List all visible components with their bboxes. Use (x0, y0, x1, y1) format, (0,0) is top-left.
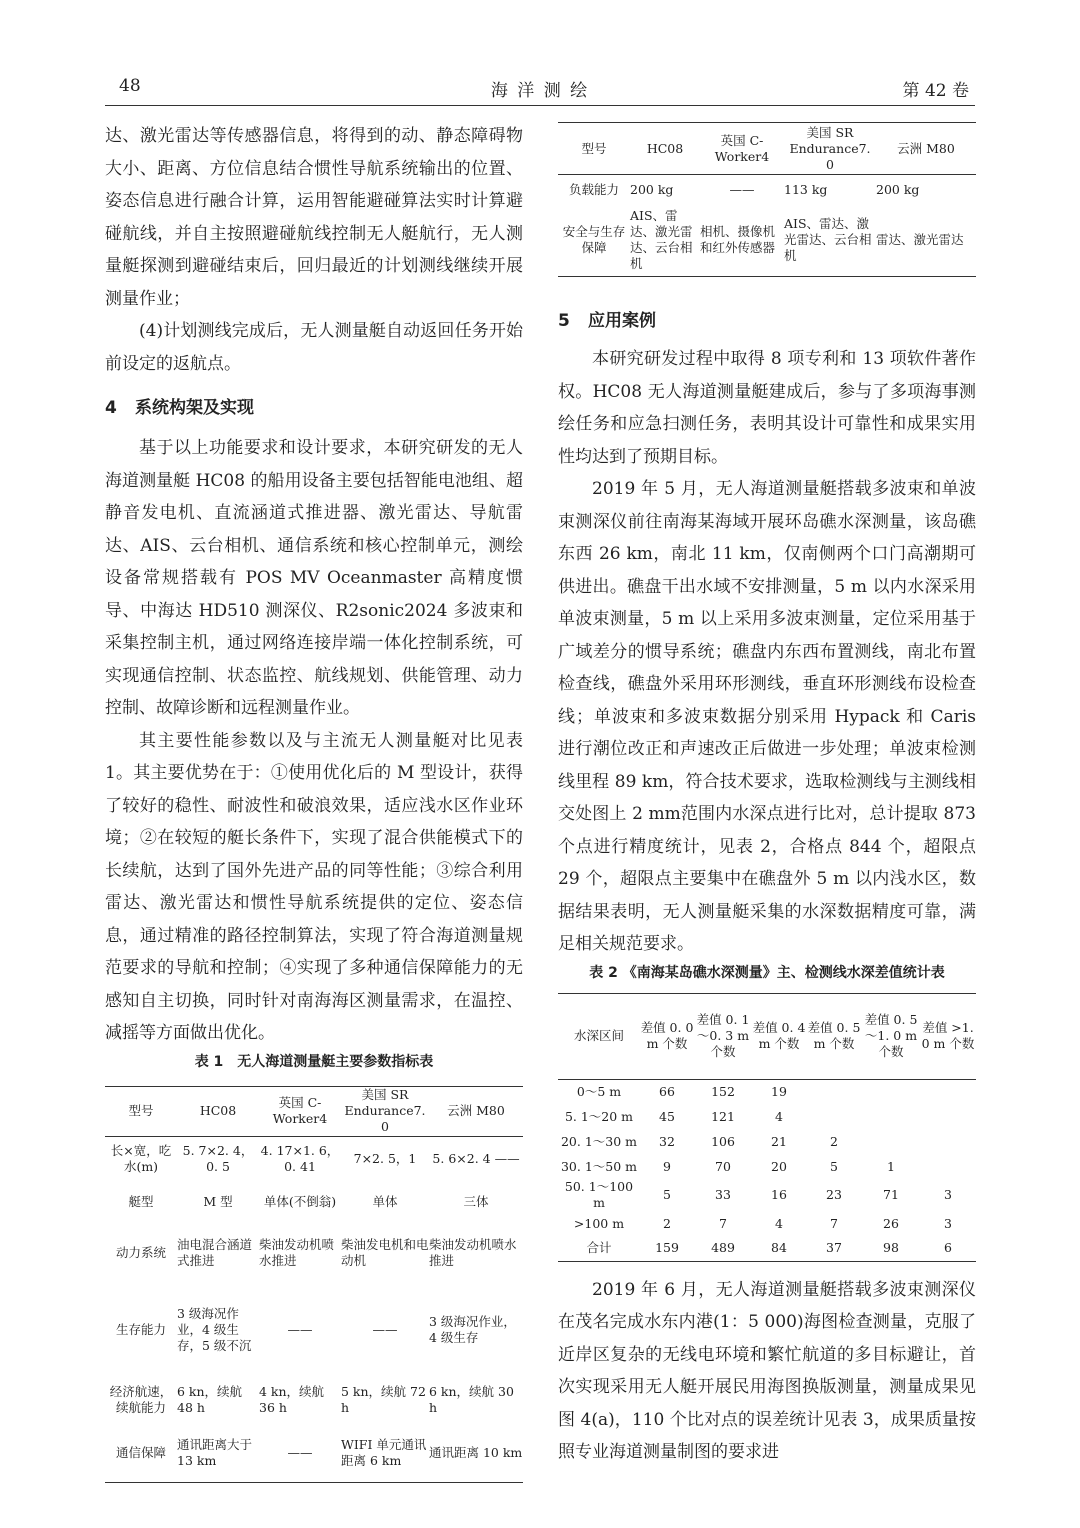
table-row (105, 1284, 523, 1376)
table2-cell (920, 1154, 976, 1179)
table2-cell: 7 (830, 1215, 838, 1231)
table1-header-cell: 型号 (581, 140, 607, 156)
table1-cell: 6 kn，续航 48 h (177, 1384, 243, 1415)
table-row (558, 1104, 976, 1129)
table1-cell: 113 kg (784, 181, 828, 197)
table-row (558, 1236, 976, 1261)
table2-cell: 1 (887, 1158, 895, 1174)
table2-header-cell: 差值 >1. 0 m 个数 (921, 1020, 975, 1051)
table1-cell: 5. 7×2. 4，0. 5 (182, 1143, 254, 1175)
table1-cell: AIS、雷达、激光雷达、云台相机 (784, 216, 872, 264)
table2-header-cell: 差值 0. 5 m 个数 (807, 1020, 861, 1051)
table1-header-cell: 云洲 M80 (447, 1103, 505, 1118)
table1-cell: 3 级海况作业，4 级生存 (429, 1314, 516, 1345)
table1-header-cell: 型号 (128, 1103, 154, 1118)
table2-cell: 2 (663, 1215, 671, 1231)
table-row (558, 1211, 976, 1236)
table1-cell: 相机、摄像机和红外传感器 (700, 224, 776, 256)
table2-cell: 152 (711, 1083, 735, 1099)
table1-header-cell: 英国 C-Worker4 (714, 132, 770, 164)
table1-cell: M 型 (203, 1194, 233, 1209)
table1-header-cell: 云洲 M80 (897, 140, 955, 156)
table2-header-cell: 差值 0. 1～0. 3 m 个数 (696, 1012, 750, 1059)
table1-continued (558, 122, 976, 277)
table1-cell: 5. 6×2. 4 —— (432, 1151, 520, 1167)
table1-cell: 生存能力 (115, 1322, 166, 1337)
table1-cell: WIFI 单元通讯距离 6 km (341, 1436, 427, 1468)
table2-cell (806, 1104, 862, 1129)
table2-cell: 106 (711, 1133, 735, 1149)
table1-cell: 单体(不倒翁) (263, 1194, 337, 1209)
table2-cell: 50. 1～100 m (564, 1179, 634, 1210)
table1-cell: 单体 (372, 1194, 398, 1209)
right-column (558, 122, 976, 1469)
table2-cell: 66 (659, 1083, 675, 1099)
table2-cell: 45 (659, 1108, 675, 1124)
table1-cell: 6 kn，续航 30 h (429, 1384, 514, 1415)
table2-header-cell: 差值 0. 5～1. 0 m 个数 (864, 1012, 918, 1059)
table1-caption: 表 1 无人海道测量艇主要参数指标表 (194, 1053, 434, 1070)
table-row (105, 1222, 523, 1284)
journal-title: 海 洋 测 绘 (490, 81, 590, 101)
table2-cell: 16 (771, 1187, 787, 1202)
header-rule (105, 105, 975, 106)
table2-cell: 121 (711, 1108, 735, 1124)
table1-cell: —— (372, 1322, 398, 1337)
table2-cell: 84 (771, 1240, 787, 1256)
table2-cell: 5. 1～20 m (564, 1108, 634, 1124)
table2-cell: 5 (663, 1187, 671, 1202)
table-row (558, 1079, 976, 1104)
table2-cell (862, 1079, 920, 1104)
section-heading-4: 4 系统构架及实现 (105, 398, 254, 418)
table2-cell (806, 1079, 862, 1104)
table2-cell: 21 (771, 1133, 787, 1149)
table1-cell: 4 kn，续航 36 h (259, 1384, 325, 1415)
table-row (105, 1136, 523, 1182)
table2-cell: 26 (883, 1215, 899, 1231)
running-header (105, 76, 975, 102)
table1-header-cell: HC08 (646, 140, 684, 156)
table2-cell: 4 (775, 1108, 783, 1124)
table1-cell: 油电混合涵道式推进 (177, 1237, 253, 1268)
volume-label: 第 42 卷 (902, 81, 969, 101)
table2-header-row (558, 993, 976, 1079)
table1-cell: 雷达、激光雷达 (876, 232, 964, 248)
table1-cell: 安全与生存保障 (562, 224, 626, 256)
table1-cell: 5 kn，续航 72 h (341, 1384, 426, 1415)
section-heading-5: 5 应用案例 (558, 311, 656, 331)
table2-cell: 159 (655, 1240, 679, 1256)
table1-header-row (558, 123, 976, 175)
paragraph: 本研究研发过程中取得 8 项专利和 13 项软件著作权。HC08 无人海道测量艇建成后，参与了多项海事测绘任务和应急扫测任务，表明其设计可靠性和成果实用性均达到了预期目标。 (558, 349, 976, 467)
table1 (105, 1086, 523, 1483)
table2-cell: 合计 (586, 1240, 612, 1256)
table2-cell: 19 (771, 1083, 787, 1099)
table1-cell: 艇型 (128, 1194, 154, 1209)
table2-cell: 0～5 m (576, 1083, 622, 1099)
table2-cell: 32 (659, 1133, 675, 1149)
paragraph: 达、激光雷达等传感器信息，将得到的动、静态障碍物大小、距离、方位信息结合惯性导航系统输出的位置、姿态信息进行融合计算，运用智能避碰算法实时计算避碰航线，并自主按照避碰航线控制无人艇航行，无人测量艇探测到避碰结束后，回归最近的计划测线继续开展测量作业； (105, 126, 523, 309)
table2-cell: 20 (771, 1158, 787, 1174)
table2-header-cell: 水深区间 (573, 1028, 624, 1043)
left-column (105, 120, 523, 1483)
table2-cell: 5 (830, 1158, 838, 1174)
table2-cell: 30. 1～50 m (560, 1158, 638, 1174)
table2-cell: 2 (830, 1133, 838, 1149)
table-row (558, 1154, 976, 1179)
table2-cell: 7 (719, 1215, 727, 1231)
table2-cell (920, 1129, 976, 1154)
table2-header-cell: 差值 0. 4 m 个数 (752, 1020, 806, 1051)
table1-cell: —— (287, 1444, 313, 1460)
table2-cell: 4 (775, 1215, 783, 1231)
table1-header-cell: HC08 (199, 1103, 237, 1118)
table1-cell: 柴油发电机和电动机 (341, 1237, 429, 1268)
table1-cell: 4. 17×1. 6，0. 41 (260, 1143, 340, 1175)
table1-cell: —— (729, 181, 755, 197)
table2-cell: 20. 1～30 m (560, 1133, 638, 1149)
table2-cell: 71 (883, 1187, 899, 1202)
table1-cell: 柴油发动机喷水推进 (259, 1237, 335, 1268)
table1-cell: 经济航速，续航能力 (109, 1384, 173, 1415)
page-number: 48 (119, 76, 141, 96)
table1-cell: 200 kg (630, 181, 674, 197)
table2-cell: 70 (715, 1158, 731, 1174)
table1-cell: AIS、雷达、激光雷达、云台相机 (630, 208, 693, 272)
table-row (105, 1182, 523, 1222)
table2 (558, 993, 976, 1262)
table2-cell: 23 (826, 1187, 842, 1202)
table-row (558, 175, 976, 205)
table-row (558, 1129, 976, 1154)
table1-cell: —— (287, 1322, 313, 1337)
table2-cell (862, 1129, 920, 1154)
table1-cell: 通讯距离大于 13 km (177, 1436, 253, 1468)
table-row (105, 1424, 523, 1482)
table1-cell: 通讯距离 10 km (429, 1444, 523, 1460)
table2-cell: 37 (826, 1240, 842, 1256)
paragraph: (4)计划测线完成后，无人测量艇自动返回任务开始前设定的返航点。 (105, 321, 523, 374)
table2-cell: 3 (944, 1187, 952, 1202)
paragraph: 2019 年 5 月，无人海道测量艇搭载多波束和单波束测深仪前往南海某海域开展环岛礁水深测量，该岛礁东西 26 km，南北 11 km，仅南侧两个口门高潮期可供进出。礁盘干出水域不安排测量，5 m 以内水深采用单波束测量，5 m 以上采用多波束测量，定位采用基于广域差分的惯导系统；礁盘内东西布置测线，南北布置检查线，礁盘外采用环形测线，垂直环形测线布设检查线；单波束和多波束数据分别采用 Hypack 和 Caris 进行潮位改正和声速改正后做进一步处理；单波束检测线里程 89 km，符合技术要求，选取检测线与主测线相交处图上 2 mm范围内水深点进行比对，总计提取 873 个点进行精度统计，见表 2，合格点 844 个，超限点 29 个，超限点主要集中在礁盘外 5 m 以内浅水区，数据结果表明，无人测量艇采集的水深数据精度可靠，满足相关规范要求。 (558, 479, 976, 954)
paragraph: 其主要性能参数以及与主流无人测量艇对比见表 1。其主要优势在于：①使用优化后的 M 型设计，获得了较好的稳性、耐波性和破浪效果，适应浅水区作业环境；②在较短的艇长条件下，实现了混合供能模式下的长续航，达到了国外先进产品的同等性能；③综合利用雷达、激光雷达和惯性导航系统提供的定位、姿态信息，通过精准的路径控制算法，实现了符合海道测量规范要求的导航和控制；④实现了多种通信保障能力的无感知自主切换，同时针对南海海区测量需求，在温控、减摇等方面做出优化。 (105, 730, 523, 1043)
table2-header-cell: 差值 0. 0 m 个数 (640, 1020, 694, 1051)
paragraph: 2019 年 6 月，无人海道测量艇搭载多波束测深仪在茂名完成水东内港(1：5 000)海图检查测量，克服了近岸区复杂的无线电环境和繁忙航道的多目标避让，首次实现采用无人艇开展民用海图换版测量，测量成果见图 4(a)，110 个比对点的误差统计见表 3，成果质量按照专业海道测量制图的要求进 (558, 1279, 976, 1462)
table2-cell: 33 (715, 1187, 731, 1202)
table-row (105, 1376, 523, 1424)
table2-cell: 489 (711, 1240, 735, 1256)
table2-cell: 98 (883, 1240, 899, 1256)
table2-cell (862, 1104, 920, 1129)
table2-cell (920, 1079, 976, 1104)
table2-cell: 3 (944, 1215, 952, 1231)
table1-cell: 200 kg (876, 181, 920, 197)
table-row (558, 205, 976, 277)
table2-cell: 6 (944, 1240, 952, 1256)
table1-cell: 柴油发动机喷水推进 (429, 1237, 517, 1268)
table1-cell: 长×宽，吃水(m) (110, 1143, 172, 1175)
table1-header-cell: 美国 SR Endurance7. 0 (789, 124, 871, 172)
table2-cell (920, 1104, 976, 1129)
table1-cell: 三体 (463, 1194, 489, 1209)
table2-caption: 表 2 《南海某岛礁水深测量》主、检测线水深差值统计表 (589, 964, 945, 981)
table1-cell: 通信保障 (115, 1444, 166, 1460)
table1-cell: 7×2. 5，1 (353, 1151, 417, 1167)
table1-cell: 3 级海况作业，4 级生存，5 级不沉 (177, 1306, 252, 1353)
table1-header-cell: 英国 C-Worker4 (272, 1095, 328, 1126)
table1-header-row (105, 1086, 523, 1136)
table-row (558, 1179, 976, 1211)
table1-cell: 动力系统 (115, 1245, 166, 1260)
table2-cell: >100 m (573, 1215, 625, 1231)
table1-header-cell: 美国 SR Endurance7. 0 (344, 1087, 426, 1134)
table1-cell: 负载能力 (568, 181, 619, 197)
paragraph: 基于以上功能要求和设计要求，本研究研发的无人海道测量艇 HC08 的船用设备主要包括智能电池组、超静音发电机、直流涵道式推进器、激光雷达、导航雷达、AIS、云台相机、通信系统和核心控制单元，测绘设备常规搭载有 POS MV Oceanmaster 高精度惯导、中海达 HD510 测深仪、R2sonic2024 多波束和采集控制主机，通过网络连接岸端一体化控制系统，可实现通信控制、状态监控、航线规划、供能管理、动力控制、故障诊断和远程测量作业。 (105, 438, 523, 718)
table2-cell: 9 (663, 1158, 671, 1174)
